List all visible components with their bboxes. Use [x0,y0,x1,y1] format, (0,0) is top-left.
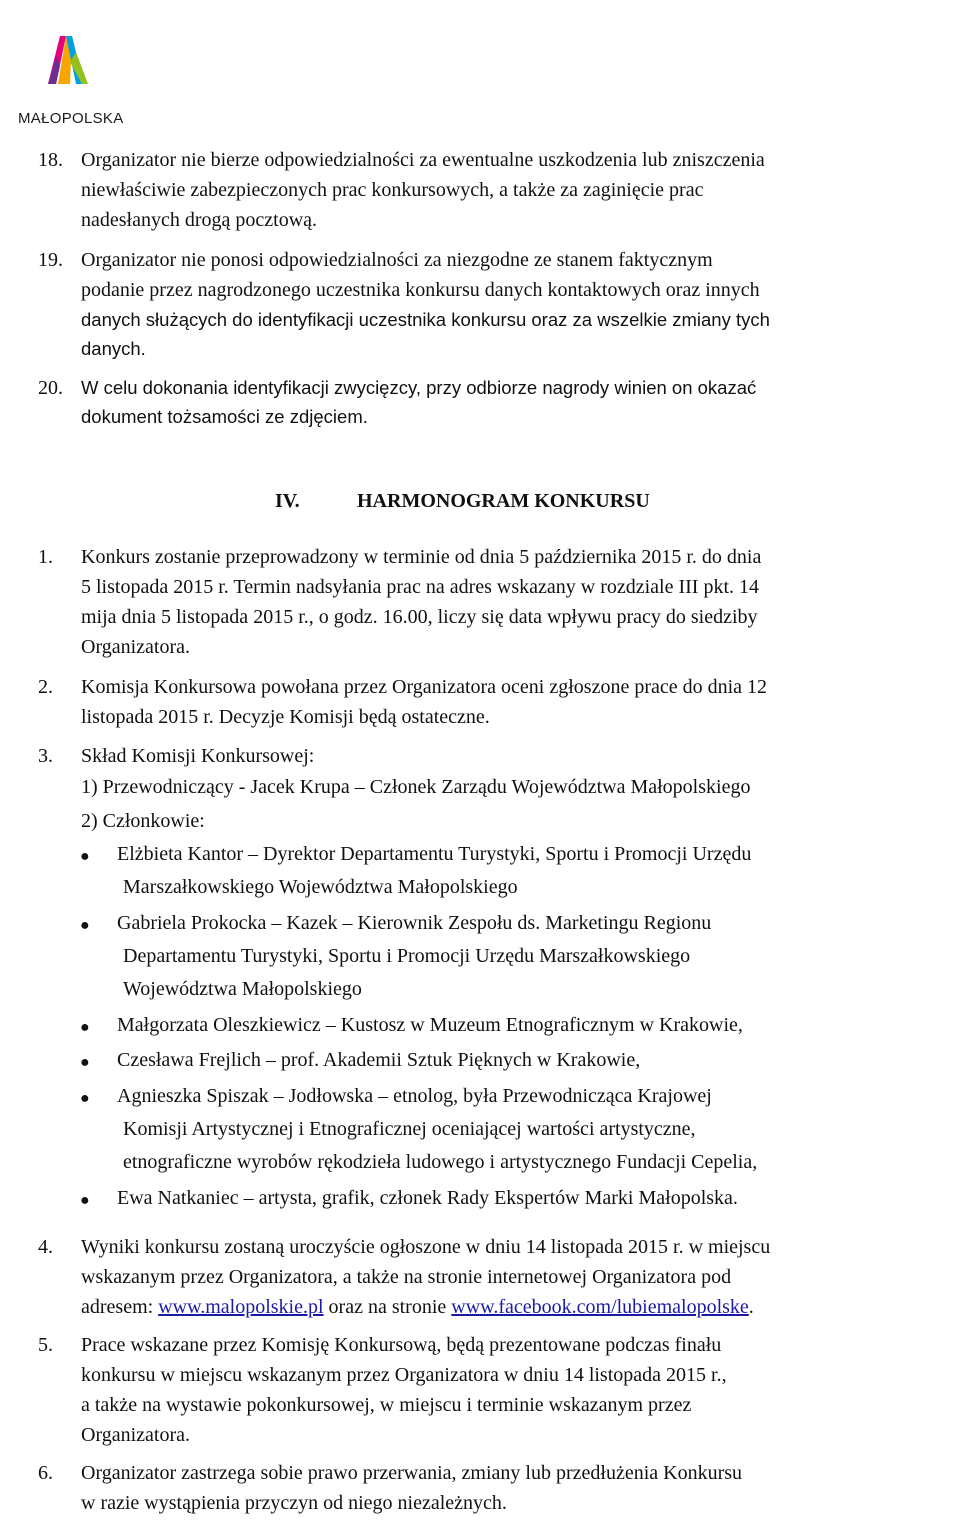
member-line: Komisji Artystycznej i Etnograficznej oceniającej wartości artystyczne, [123,1118,696,1140]
item-number: 6. [38,1462,53,1484]
member-line: Województwa Małopolskiego [123,978,362,1000]
item-text [81,1458,960,1518]
bullet-icon: ● [80,1090,90,1107]
text-line: listopada 2015 r. Decyzje Komisji będą ostateczne. [81,706,490,728]
clause-text [81,245,960,363]
text-line: Prace wskazane przez Komisję Konkursową, będą prezentowane podczas finału [81,1334,722,1356]
section-number: IV. [275,490,300,512]
commission-members-label: 2) Członkowie: [81,810,205,832]
text-line: Konkurs zostanie przeprowadzony w terminie od dnia 5 października 2015 r. do dnia [81,546,762,568]
clause-number: 20. [38,377,63,399]
clause-number: 19. [38,249,63,271]
text-line: mija dnia 5 listopada 2015 r., o godz. 16.00, liczy się data wpływu pracy do siedziby [81,606,758,628]
member-line: etnograficzne wyrobów rękodzieła ludowego i artystycznego Fundacji Cepelia, [123,1151,758,1173]
text-line: Komisja Konkursowa powołana przez Organizatora oceni zgłoszone prace do dnia 12 [81,676,768,698]
text-line: Organizator nie ponosi odpowiedzialności za niezgodne ze stanem faktycznym [81,249,713,271]
text-line: danych. [81,338,146,359]
member-line: Agnieszka Spiszak – Jodłowska – etnolog, była Przewodnicząca Krajowej [117,1085,712,1107]
member-line: Elżbieta Kantor – Dyrektor Departamentu Turystyki, Sportu i Promocji Urzędu [117,843,752,865]
commission-member [117,1044,937,1077]
commission-member [117,1182,937,1215]
malopolska-logo [8,22,148,127]
member-line: Marszałkowskiego Województwa Małopolskiego [123,876,518,898]
text-line: Organizatora. [81,1424,191,1446]
clause-text [81,373,960,431]
link-prefix: adresem: [81,1296,159,1318]
text-line: dokument tożsamości ze zdjęciem. [81,406,368,427]
item-number: 1. [38,546,53,568]
text-line: 5 listopada 2015 r. Termin nadsyłania prac na adres wskazany w rozdziale III pkt. 14 [81,576,760,598]
text-line: Skład Komisji Konkursowej: [81,745,315,767]
item-number: 4. [38,1236,53,1258]
item-number: 3. [38,745,53,767]
text-line: Wyniki konkursu zostaną uroczyście ogłoszone w dniu 14 listopada 2015 r. w miejscu [81,1236,771,1258]
item-text [81,741,960,771]
text-line: Organizatora. [81,636,191,658]
text-line: w razie wystąpienia przyczyn od niego niezależnych. [81,1492,507,1514]
member-line: Ewa Natkaniec – artysta, grafik, członek Rady Ekspertów Marki Małopolska. [117,1187,738,1209]
section-title: HARMONOGRAM KONKURSU [357,490,650,512]
item-text [81,1330,960,1450]
link-suffix: . [748,1296,754,1318]
bullet-icon: ● [80,1192,90,1209]
text-line: wskazanym przez Organizatora, a także na stronie internetowej Organizatora pod [81,1266,732,1288]
member-line: Gabriela Prokocka – Kazek – Kierownik Zespołu ds. Marketingu Regionu [117,912,712,934]
text-line-with-links [81,1292,960,1322]
malopolska-m-icon [8,22,108,92]
member-line: Czesława Frejlich – prof. Akademii Sztuk Pięknych w Krakowie, [117,1049,641,1071]
malopolskie-link[interactable]: www.malopolskie.pl [158,1296,324,1318]
bullet-icon: ● [80,1019,90,1036]
item-text [81,672,960,732]
item-text [81,1232,960,1322]
logo-text: MAŁOPOLSKA [18,110,124,127]
item-number: 2. [38,676,53,698]
item-number: 5. [38,1334,53,1356]
link-middle: oraz na stronie [323,1296,452,1318]
text-line: Organizator zastrzega sobie prawo przerwania, zmiany lub przedłużenia Konkursu [81,1462,743,1484]
text-line: danych służących do identyfikacji uczestnika konkursu oraz za wszelkie zmiany tych [81,309,770,330]
text-line: niewłaściwie zabezpieczonych prac konkursowych, a także za zaginięcie prac [81,179,704,201]
text-line: a także na wystawie pokonkursowej, w miejscu i terminie wskazanym przez [81,1394,692,1416]
commission-member [117,1080,937,1179]
commission-member [117,1009,937,1042]
text-line: W celu dokonania identyfikacji zwycięzcy, przy odbiorze nagrody winien on okazać [81,377,757,398]
facebook-link[interactable]: www.facebook.com/lubiemalopolske [451,1296,749,1318]
member-line: Małgorzata Oleszkiewicz – Kustosz w Muzeum Etnograficznym w Krakowie, [117,1014,743,1036]
text-line: konkursu w miejscu wskazanym przez Organizatora w dniu 14 listopada 2015 r., [81,1364,727,1386]
clause-number: 18. [38,149,63,171]
member-line: Departamentu Turystyki, Sportu i Promocji Urzędu Marszałkowskiego [123,945,691,967]
item-text [81,542,960,662]
commission-member [117,838,937,904]
commission-chair: 1) Przewodniczący - Jacek Krupa – Członek Zarządu Województwa Małopolskiego [81,776,751,798]
clause-text [81,145,960,235]
commission-member [117,907,937,1006]
text-line: nadesłanych drogą pocztową. [81,209,318,231]
bullet-icon: ● [80,1054,90,1071]
bullet-icon: ● [80,917,90,934]
text-line: podanie przez nagrodzonego uczestnika konkursu danych kontaktowych oraz innych [81,279,760,301]
bullet-icon: ● [80,848,90,865]
text-line: Organizator nie bierze odpowiedzialności za ewentualne uszkodzenia lub zniszczenia [81,149,765,171]
